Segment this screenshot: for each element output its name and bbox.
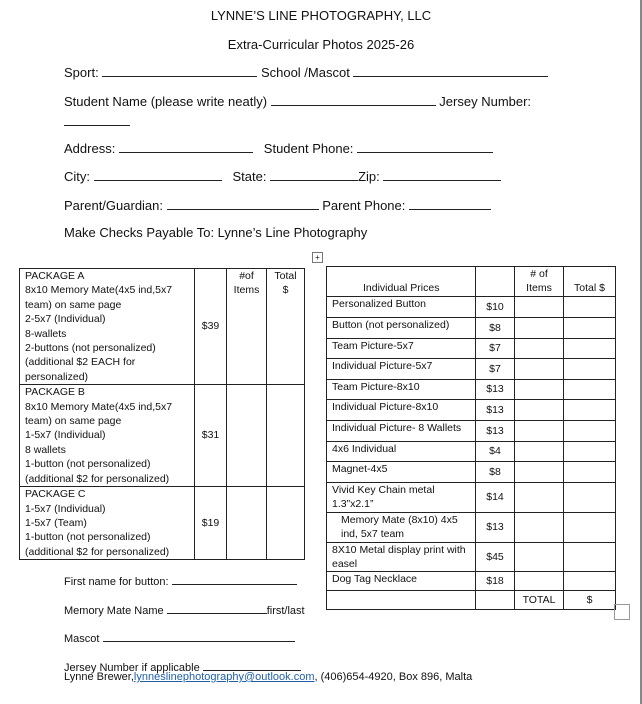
package-line: PACKAGE B (25, 386, 85, 399)
package-line: 8-wallets (25, 327, 67, 340)
items-cell[interactable] (515, 420, 564, 441)
mascot-label: Mascot (64, 633, 100, 645)
package-line: 1-5x7 (Individual) (25, 502, 106, 515)
total-cell[interactable] (564, 441, 616, 461)
individual-prices-table (326, 266, 616, 610)
contact-details: , (406)654-4920, Box 896, Malta (314, 671, 473, 683)
item-name: Team Picture-8x10 (327, 379, 476, 399)
total-cell[interactable] (267, 487, 305, 560)
item-name: Team Picture-5x7 (327, 338, 476, 358)
form-subtitle: Extra-Curricular Photos 2025-26 (227, 37, 415, 52)
price-row (327, 441, 616, 461)
checkbox[interactable] (614, 604, 630, 620)
price-row (327, 338, 616, 358)
item-price: $13 (476, 399, 515, 420)
package-line: 2-buttons (not personalized) (25, 342, 156, 355)
total-header: Total $ (564, 267, 616, 297)
items-cell[interactable] (227, 385, 267, 487)
package-line: 8 wallets (25, 443, 66, 456)
zip-label: Zip: (358, 169, 380, 184)
item-price: $13 (476, 379, 515, 399)
package-desc (20, 487, 195, 560)
sport-row (64, 64, 548, 80)
items-cell[interactable] (515, 399, 564, 420)
city-row (64, 168, 501, 184)
memory-mate-row (64, 601, 305, 617)
price-row (327, 317, 616, 338)
checks-payable: Make Checks Payable To: Lynne’s Line Photography (64, 225, 368, 240)
price-row (327, 512, 616, 542)
item-price: $13 (476, 420, 515, 441)
items-cell[interactable] (515, 461, 564, 482)
city-field[interactable] (94, 168, 222, 181)
package-row (20, 269, 305, 385)
items-header: #of Items (227, 269, 267, 385)
package-line: PACKAGE A (25, 270, 85, 282)
school-label: School /Mascot (260, 65, 350, 80)
package-line: 1-button (not personalized) (25, 458, 151, 471)
item-price: $13 (476, 512, 515, 542)
button-name-label: First name for button: (64, 576, 169, 588)
state-label: State: (232, 169, 267, 184)
item-name: Individual Picture- 8 Wallets (327, 420, 476, 441)
items-cell[interactable] (515, 512, 564, 542)
item-name: Individual Picture-8x10 (327, 399, 476, 420)
items-header: # of Items (515, 267, 564, 297)
button-name-row (64, 572, 297, 588)
items-cell[interactable] (515, 542, 564, 572)
item-price: $18 (476, 572, 515, 591)
item-price: $4 (476, 441, 515, 461)
items-cell[interactable] (515, 358, 564, 379)
price-row (327, 482, 616, 512)
student-phone-field[interactable] (357, 140, 493, 153)
total-cell[interactable] (564, 542, 616, 572)
address-label: Address: (64, 141, 116, 156)
item-price: $8 (476, 461, 515, 482)
package-price: $19 (195, 487, 227, 560)
jersey-applicable-field[interactable] (203, 658, 301, 671)
address-row (64, 140, 493, 156)
items-cell[interactable] (515, 379, 564, 399)
mascot-row (64, 629, 295, 645)
individual-prices-header: Individual Prices (327, 267, 476, 297)
package-desc (20, 385, 195, 487)
total-cell[interactable] (564, 338, 616, 358)
item-name: Magnet-4x5 (327, 461, 476, 482)
jersey-field[interactable] (64, 113, 130, 126)
grand-total[interactable]: $ (564, 591, 616, 610)
total-cell[interactable] (564, 420, 616, 441)
contact-name: Lynne Brewer, (64, 671, 134, 683)
item-name: 8X10 Metal display print with easel (327, 542, 476, 572)
price-row (327, 420, 616, 441)
items-cell[interactable] (515, 441, 564, 461)
parent-phone-label: Parent Phone: (322, 198, 406, 213)
item-name: Dog Tag Necklace (327, 572, 476, 591)
footer-contact (64, 671, 472, 683)
items-cell[interactable] (515, 338, 564, 358)
button-name-field[interactable] (172, 572, 297, 585)
package-line: 2-5x7 (Individual) (25, 313, 106, 326)
package-line: 1-5x7 (Individual) (25, 429, 106, 442)
items-cell[interactable] (515, 572, 564, 591)
city-label: City: (64, 169, 90, 184)
package-row (20, 385, 305, 487)
item-price: $14 (476, 482, 515, 512)
total-cell[interactable] (564, 572, 616, 591)
item-price: $7 (476, 338, 515, 358)
total-cell[interactable] (564, 399, 616, 420)
first-last-label: first/last (266, 605, 305, 617)
zip-field[interactable] (383, 168, 501, 181)
package-price: $39 (195, 269, 227, 385)
items-cell[interactable] (515, 482, 564, 512)
item-name: Vivid Key Chain metal 1.3”x2.1” (327, 482, 476, 512)
address-field[interactable] (119, 140, 253, 153)
item-name: Personalized Button (327, 296, 476, 317)
total-cell[interactable] (564, 482, 616, 512)
packages-table (19, 268, 305, 560)
parent-label: Parent/Guardian: (64, 198, 164, 213)
parent-phone-field[interactable] (409, 197, 491, 210)
student-name-label: Student Name (please write neatly) (64, 94, 268, 109)
jersey-label: Jersey Number: (439, 94, 532, 109)
name-row (64, 93, 531, 109)
item-price: $45 (476, 542, 515, 572)
total-cell[interactable] (564, 317, 616, 338)
total-cell[interactable] (564, 358, 616, 379)
price-row (327, 572, 616, 591)
package-price: $31 (195, 385, 227, 487)
item-name: Memory Mate (8x10) 4x5 ind, 5x7 team (327, 512, 476, 542)
total-cell[interactable] (564, 512, 616, 542)
price-row (327, 399, 616, 420)
total-label: TOTAL (515, 591, 564, 610)
package-line: 1-button (not personalized) (25, 531, 151, 544)
jersey-applicable-label: Jersey Number if applicable (64, 662, 200, 674)
total-cell[interactable] (267, 385, 305, 487)
package-desc (20, 269, 195, 385)
company-title: LYNNE’S LINE PHOTOGRAPHY, LLC (210, 8, 432, 23)
package-line: PACKAGE C (25, 488, 86, 501)
price-row (327, 358, 616, 379)
item-price: $10 (476, 296, 515, 317)
items-cell[interactable] (515, 296, 564, 317)
school-field[interactable] (353, 64, 548, 77)
items-cell[interactable] (227, 487, 267, 560)
parent-field[interactable] (167, 197, 319, 210)
student-name-field[interactable] (271, 93, 436, 106)
package-line: 1-5x7 (Team) (25, 516, 87, 529)
item-price: $7 (476, 358, 515, 379)
memory-mate-label: Memory Mate Name (64, 605, 164, 617)
item-name: 4x6 Individual (327, 441, 476, 461)
package-line: (additional $2 for personalized) (25, 545, 170, 558)
price-row (327, 296, 616, 317)
item-name: Individual Picture-5x7 (327, 358, 476, 379)
price-row (327, 379, 616, 399)
price-row (327, 542, 616, 572)
state-field[interactable] (270, 168, 358, 181)
mascot-field[interactable] (103, 629, 295, 642)
total-header: Total $ (267, 269, 305, 385)
total-cell[interactable] (564, 296, 616, 317)
price-row (327, 461, 616, 482)
item-name: Button (not personalized) (327, 317, 476, 338)
package-row (20, 487, 305, 560)
package-line: 8x10 Memory Mate(4x5 ind,5x7 team) on same page (25, 400, 173, 428)
total-cell[interactable] (564, 461, 616, 482)
items-cell[interactable] (515, 317, 564, 338)
package-line: (additional $2 EACH for personalized) (25, 356, 136, 383)
student-phone-label: Student Phone: (263, 141, 354, 156)
sport-label: Sport: (64, 65, 99, 80)
total-cell[interactable] (564, 379, 616, 399)
parent-row (64, 197, 491, 213)
package-line: (additional $2 for personalized) (25, 472, 170, 485)
email-link[interactable]: lynneslinephotography@outlook.com (133, 671, 315, 683)
package-line: 8x10 Memory Mate(4x5 ind,5x7 team) on same page (25, 284, 173, 311)
item-price: $8 (476, 317, 515, 338)
memory-mate-field[interactable] (167, 601, 267, 614)
table-move-handle-icon[interactable]: + (312, 252, 323, 263)
sport-field[interactable] (102, 64, 257, 77)
